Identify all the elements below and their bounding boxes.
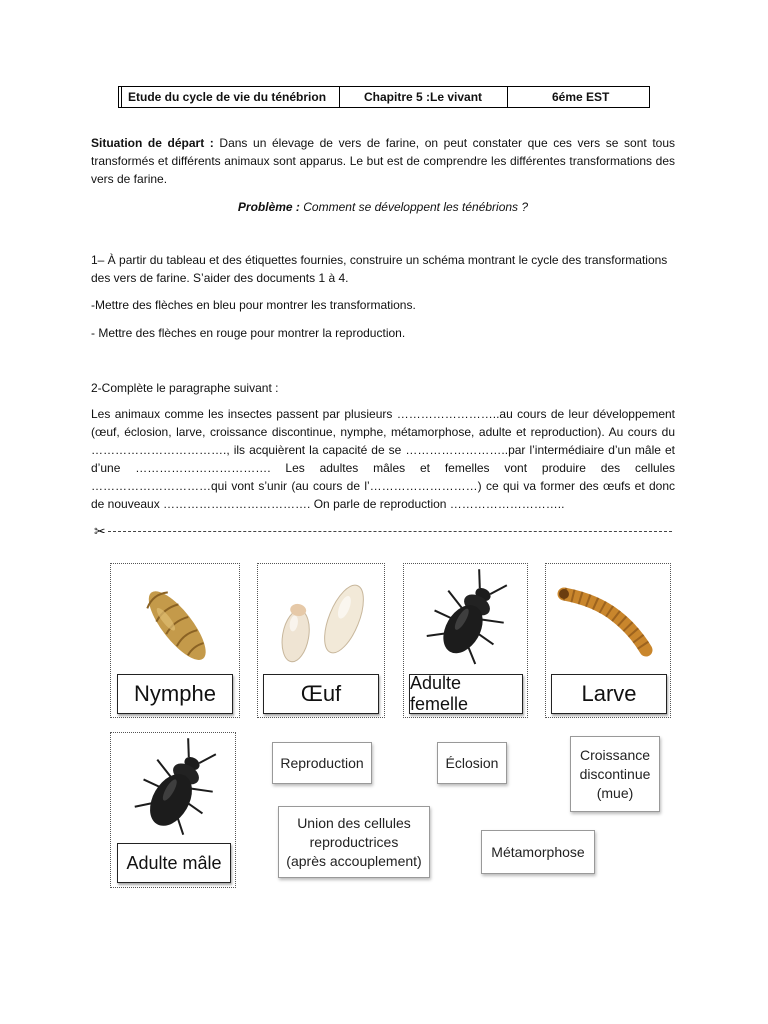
beetle-female-image	[404, 564, 529, 674]
q1-text: 1– À partir du tableau et des étiquettes fournies, construire un schéma montrant le cycle des transformations des vers de farine. S’aider des documents 1 à 4.	[91, 253, 668, 285]
dashed-line	[108, 531, 672, 532]
tag-croissance-line1: Croissance	[579, 746, 651, 763]
beetle-male-image	[111, 733, 237, 843]
header-title: Etude du cycle de vie du ténébrion	[121, 87, 339, 107]
tag-metamorphose-text: Métamorphose	[491, 843, 585, 860]
tag-union-line2: reproductrices	[309, 833, 399, 850]
tag-croissance[interactable]	[570, 736, 660, 812]
label-oeuf: Œuf	[263, 674, 379, 714]
tag-reproduction[interactable]	[272, 742, 372, 784]
larva-image	[546, 564, 672, 674]
label-nymphe: Nymphe	[117, 674, 233, 714]
card-nymphe[interactable]	[110, 563, 240, 718]
header-table	[118, 86, 650, 108]
probleme-label: Problème :	[237, 200, 300, 214]
tag-union-line3: (après accouplement)	[286, 852, 422, 869]
label-adulte-male: Adulte mâle	[117, 843, 231, 883]
card-larve[interactable]	[545, 563, 671, 718]
label-larve: Larve	[551, 674, 667, 714]
probleme-text: Comment se développent les ténébrions ?	[303, 200, 529, 214]
scissors-icon: ✂	[94, 522, 106, 539]
probleme-line	[91, 198, 675, 216]
q2-title: 2-Complète le paragraphe suivant :	[91, 381, 279, 395]
situation-paragraph	[91, 134, 675, 188]
tag-croissance-line2: discontinue	[579, 765, 651, 782]
q1-red-instruction: - Mettre des flèches en rouge pour montrer la reproduction.	[91, 326, 406, 340]
q1-blue-instruction: -Mettre des flèches en bleu pour montrer les transformations.	[91, 298, 416, 312]
egg-image	[258, 564, 386, 674]
header-chapter: Chapitre 5 :Le vivant	[339, 87, 507, 107]
q2-paragraph: Les animaux comme les insectes passent par plusieurs ……………………..au cours de leur développement (œuf, éclosion, larve, croissance discontinue, nymphe, métamorphose, adulte et reproduction). Au cours du ……………………………., ils acquièrent la capacité de se ……………………..par l’intermédiaire d’un mâle et d’une ……………………………. Les adultes mâles et femelles vont produire des cellules …………………………qui vont s’unir (au cours de l’………………………) ce qui va former des œufs et donc de nouveaux ………………………………. On parle de reproduction ………………………..	[91, 407, 675, 511]
tag-eclosion-text: Éclosion	[445, 754, 499, 771]
cut-line	[94, 524, 672, 538]
header-level: 6éme EST	[507, 87, 649, 107]
card-adulte-male[interactable]	[110, 732, 236, 888]
tag-union-line1: Union des cellules	[297, 814, 411, 831]
situation-label: Situation de départ :	[91, 136, 214, 150]
tag-reproduction-text: Reproduction	[280, 754, 364, 771]
tag-eclosion[interactable]	[437, 742, 507, 784]
tag-metamorphose[interactable]	[481, 830, 595, 874]
situation-text: Dans un élevage de vers de farine, on peut constater que ces vers se sont tous transformés et différents animaux sont apparus. Le but est de comprendre les différentes transformations des vers de farine.	[91, 136, 675, 186]
card-adulte-femelle[interactable]	[403, 563, 528, 718]
label-adulte-femelle: Adulte femelle	[409, 674, 523, 714]
card-oeuf[interactable]	[257, 563, 385, 718]
pupa-image	[111, 564, 241, 674]
tag-croissance-line3: (mue)	[596, 784, 634, 801]
tag-union-cellules[interactable]	[278, 806, 430, 878]
